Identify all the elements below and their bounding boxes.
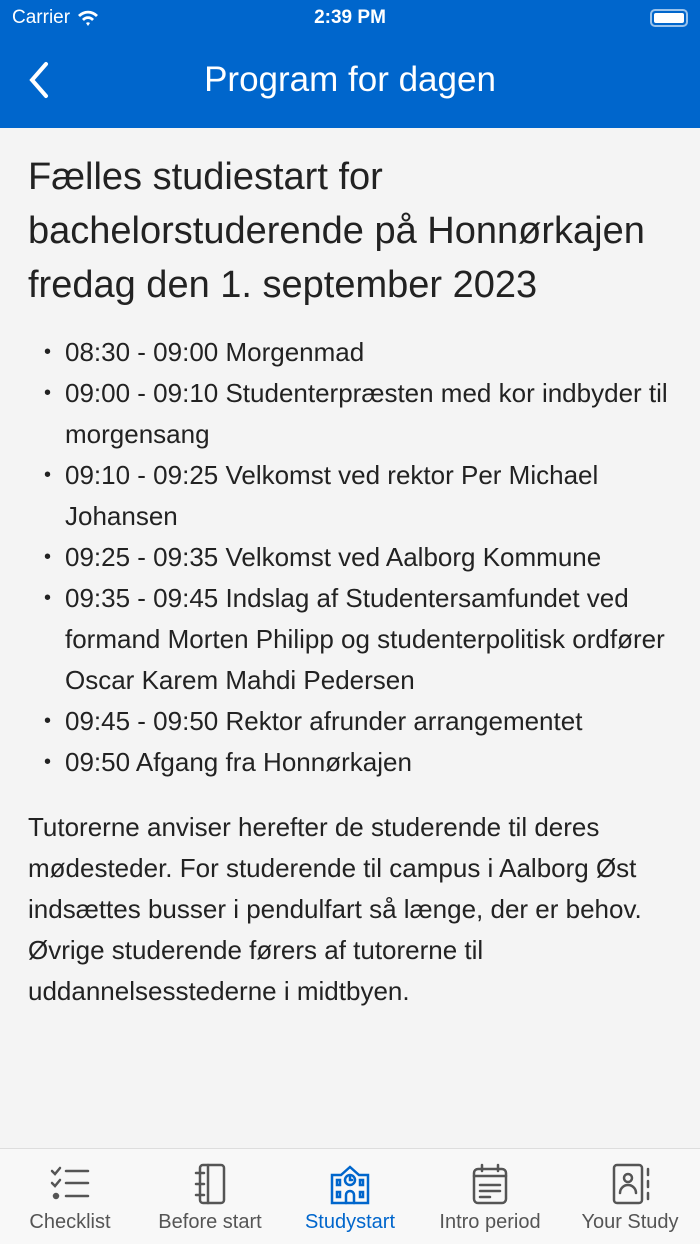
info-paragraph: Tutorerne anviser herefter de studerende til deres mødesteder. For studerende til campus i Aalborg Øst indsættes busser i pendulfart så længe, der er behov. Øvrige studerende førers af tutorerne til uddannelsesstederne i midtbyen.: [28, 812, 642, 1006]
list-item: • 09:10 - 09:25 Velkomst ved rektor Per Michael Johansen: [28, 455, 672, 537]
battery-icon: [650, 9, 688, 27]
clock: 2:39 PM: [314, 7, 386, 28]
header-bar: [0, 0, 700, 128]
tab-label: Before start: [158, 1211, 262, 1233]
tab-label: Your Study: [581, 1211, 679, 1233]
tab-studystart[interactable]: [280, 1149, 420, 1244]
tab-bar: [0, 1148, 700, 1244]
event-heading: Fælles studiestart for bachelorstuderende på Honnørkajen fredag den 1. september 2023: [28, 156, 645, 306]
list-item: • 09:35 - 09:45 Indslag af Studentersamfundet ved formand Morten Philipp og studenterpolitisk ordfører Oscar Karem Mahdi Pedersen: [28, 578, 672, 701]
schedule-list: [28, 332, 672, 783]
tab-before-start[interactable]: [140, 1149, 280, 1244]
list-item: • 09:50 Afgang fra Honnørkajen: [28, 742, 672, 783]
status-bar: [0, 0, 700, 36]
checklist-icon: [48, 1163, 92, 1205]
school-icon: [328, 1163, 372, 1205]
list-item: • 09:25 - 09:35 Velkomst ved Aalborg Kommune: [28, 537, 672, 578]
list-item: • 09:45 - 09:50 Rektor afrunder arrangementet: [28, 701, 672, 742]
list-item: • 09:00 - 09:10 Studenterpræsten med kor indbyder til morgensang: [28, 373, 672, 455]
tab-checklist[interactable]: [0, 1149, 140, 1244]
contact-book-icon: [608, 1163, 652, 1205]
tab-label: Intro period: [439, 1211, 541, 1233]
calendar-icon: [468, 1163, 512, 1205]
carrier-label: Carrier: [12, 7, 71, 28]
tab-label: Checklist: [29, 1211, 111, 1233]
notebook-icon: [188, 1163, 232, 1205]
tab-intro-period[interactable]: [420, 1149, 560, 1244]
page-title: Program for dagen: [204, 60, 496, 99]
content: [0, 128, 700, 1012]
list-item: • 08:30 - 09:00 Morgenmad: [28, 332, 672, 373]
tab-label: Studystart: [304, 1211, 396, 1233]
tab-your-study[interactable]: [560, 1149, 700, 1244]
